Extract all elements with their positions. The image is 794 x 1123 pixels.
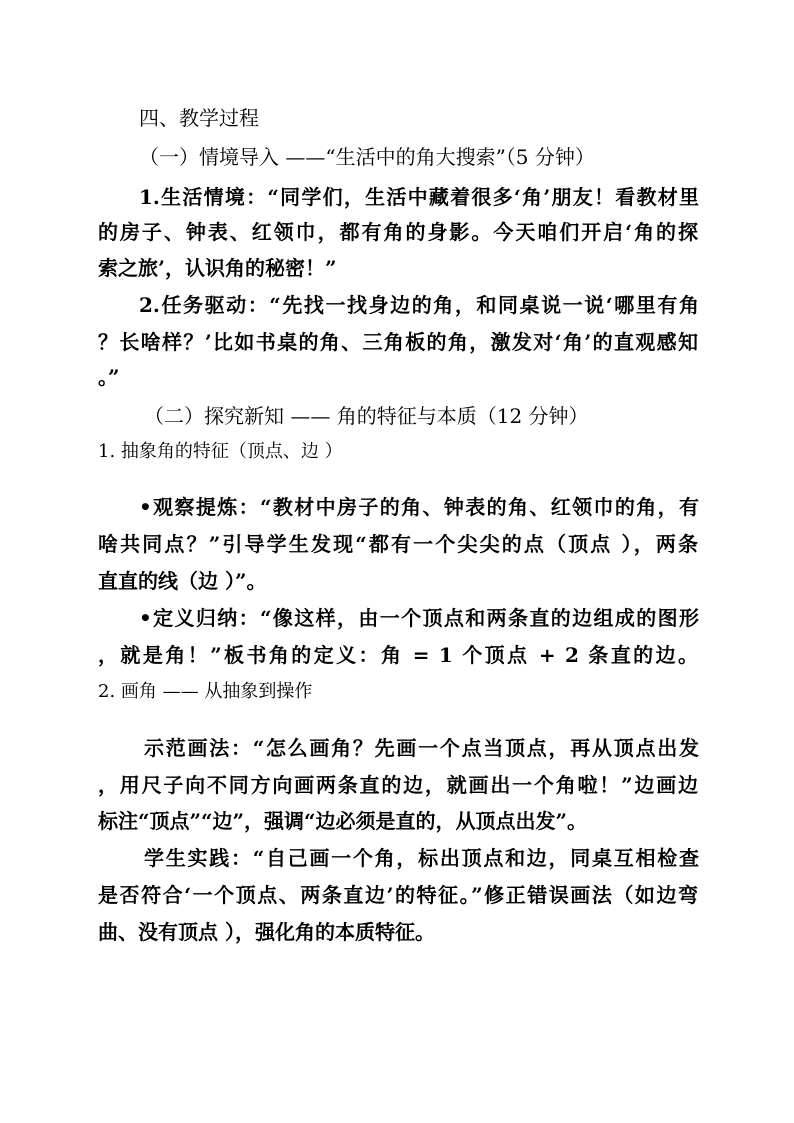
define-line2: ，就是角！”板书角的定义：角 = 1 个顶点 + 2 条直的边。: [98, 643, 698, 667]
observe-line1: •观察提炼：“教材中房子的角、钟表的角、红领巾的角，有: [139, 495, 699, 519]
part1-item2-line1: 2.任务驱动：“先找一找身边的角，和同桌说一说‘哪里有角: [139, 293, 699, 317]
practice-line1: 学生实践：“自己画一个角，标出顶点和边，同桌互相检查: [144, 846, 699, 870]
part2-heading: （二）探究新知 —— 角的特征与本质（12 分钟）: [144, 404, 589, 428]
practice-line3: 曲、没有顶点 ），强化角的本质特征。: [98, 920, 435, 944]
practice-line2: 是否符合‘一个顶点、两条直边’的特征。”修正错误画法（如边弯: [98, 883, 698, 907]
demo-line2: ，用尺子向不同方向画两条直的边，就画出一个角啦！”边画边: [98, 773, 698, 797]
part1-heading: （一）情境导入 ——“生活中的角大搜索”（5 分钟）: [139, 145, 595, 169]
part1-item1-line2: 的房子、钟表、红领巾，都有角的身影。今天咱们开启‘角的探: [98, 220, 698, 244]
demo-line1: 示范画法：“怎么画角？先画一个点当顶点，再从顶点出发: [144, 736, 699, 760]
part2-sub1-title: 1. 抽象角的特征（顶点、边 ）: [98, 441, 343, 462]
part1-item2-line3: 。”: [98, 365, 120, 389]
part2-sub2-title: 2. 画角 —— 从抽象到操作: [98, 681, 313, 702]
part1-item2-line2: ？长啥样？’比如书桌的角、三角板的角，激发对‘角’的直观感知: [98, 330, 698, 354]
part1-item1-line3: 索之旅’，认识角的秘密！”: [98, 256, 337, 280]
section-heading: 四、教学过程: [139, 106, 259, 130]
demo-line3: 标注“顶点”“边”，强调“边必须是直的，从顶点出发”。: [98, 809, 588, 833]
define-line1: •定义归纳：“像这样，由一个顶点和两条直的边组成的图形: [139, 606, 699, 630]
observe-line3: 直直的线（边 ）”。: [98, 569, 267, 593]
observe-line2: 啥共同点？”引导学生发现“都有一个尖尖的点（顶点 ），两条: [98, 532, 698, 556]
part1-item1-line1: 1.生活情境：“同学们，生活中藏着很多‘角’朋友！看教材里: [139, 185, 699, 209]
